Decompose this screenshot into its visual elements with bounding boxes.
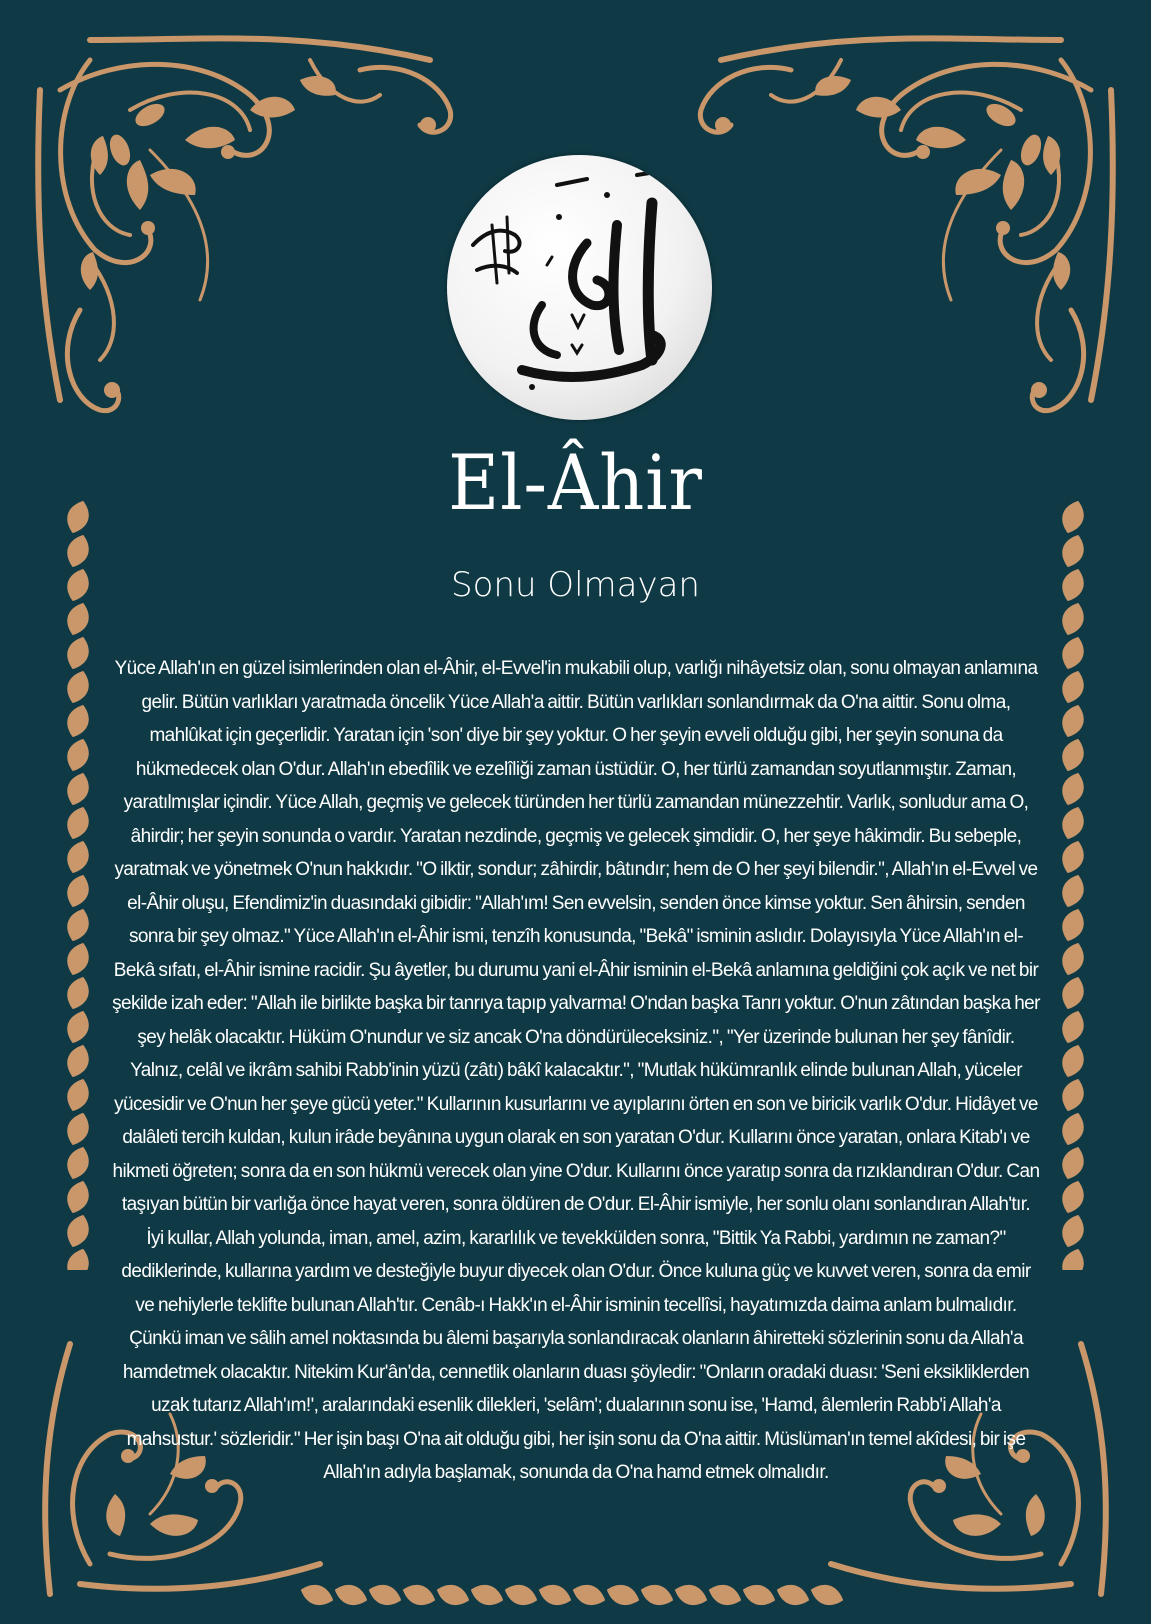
right-rope-border — [1053, 500, 1093, 1270]
page-subtitle: Sonu Olmayan — [451, 565, 700, 605]
top-right-floral-ornament — [671, 0, 1151, 480]
page-title: El-Âhir — [448, 438, 703, 527]
arabic-calligraphy-image — [447, 155, 712, 420]
left-rope-border — [58, 500, 98, 1270]
body-paragraph: Yüce Allah'ın en güzel isimlerinden olan el-Âhir, el-Evvel'in mukabili olup, varlığı nihâyetsiz olan, sonu olmayan anlamına gelir. Bütün varlıkları yaratmada öncelik Yüce Allah'a aittir. Bütün varlıkları sonlandırmak da O'na aittir. Sonu olma, mahlûkat için geçerlidir. Yaratan için 'son' diye bir şey yoktur. O her şeyin evveli olduğu gibi, her şeyin sonuna da hükmedecek olan O'dur. Allah'ın ebedîlik ve ezelîliği zaman üstüdür. O, her türlü zamandan soyutlanmıştır. Zaman, yaratılmışlar içindir. Yüce Allah, geçmiş ve gelecek türünden her türlü zamandan münezzehtir. Varlık, sonludur ama O, âhirdir; her şeyin sonunda o vardır. Yaratan nezdinde, geçmiş ve gelecek şimdidir. O, her şeye hâkimdir. Bu sebeple, yaratmak ve yönetmek O'nun hakkıdır. "O ilktir, sondur; zâhirdir, bâtındır; hem de O her şeyi bilendir.", Allah'ın el-Evvel ve el-Âhir oluşu, Efendimiz'in duasındaki gibidir: "Allah'ım! Sen evvelsin, senden önce kimse yoktur. Sen âhirsin, senden sonra bir şey olmaz." Yüce Allah'ın el-Âhir ismi, tenzîh konusunda, "Bekâ" isminin aslıdır. Dolayısıyla Yüce Allah'ın el-Bekâ sıfatı, el-Âhir ismine racidir. Şu âyetler, bu durumu yani el-Âhir isminin el-Bekâ anlamına geldiğini çok açık ve net bir şekilde izah eder: "Allah ile birlikte başka bir tanrıya tapıp yalvarma! O'ndan başka Tanrı yoktur. O'nun zâtından başka her şey helâk olacaktır. Hüküm O'nundur ve siz ancak O'na döndürüleceksiniz.", "Yer üzerinde bulunan her şey fânîdir. Yalnız, celâl ve ikrâm sahibi Rabb'inin yüzü (zâtı) bâkî kalacaktır.", "Mutlak hükümranlık elinde bulunan Allah, yüceler yücesidir ve O'nun her şeye gücü yeter." Kullarının kusurlarını ve ayıplarını örten en son ve biricik varlık O'dur. Hidâyet ve dalâleti tercih kuldan, kulun irâde beyânına uygun olarak en son yaratan O'dur. Kullarını önce yaratan, onlara Kitab'ı ve hikmeti öğreten; sonra da en son hükmü verecek olan yine O'dur. Kullarını önce yaratıp sonra da rızıklandıran O'dur. Can taşıyan bütün bir varlığa önce hayat veren, sonra öldüren de O'dur. El-Âhir ismiyle, her sonlu olanı sonlandıran Allah'tır. İyi kullar, Allah yolunda, iman, amel, azim, kararlılık ve tevekkülden sonra, "Bittik Ya Rabbi, yardımın ne zaman?" dediklerinde, kullarına yardım ve desteğiyle buyur diyecek olan O'dur. Önce kuluna güç ve kuvvet veren, sonra da emir ve nehiylerle teklifte bulunan Allah'tır. Cenâb-ı Hakk'ın el-Âhir isminin tecellîsi, hayatımızda daima anlam bulmalıdır. Çünkü iman ve sâlih amel noktasında bu âlemi başarıyla sonlandıracak olanların âhiretteki sözlerinin sonu da Allah'a hamdetmek olacaktır. Nitekim Kur'ân'da, cennetlik olanların duası şöyledir: "Onların oradaki duası: 'Seni eksikliklerden uzak tutarız Allah'ım!', aralarındaki esenlik dilekleri, 'selâm'; dualarının sonu ise, 'Hamd, âlemlerin Rabb'i Allah'a mahsustur.' sözleridir." Her işin başı O'na ait olduğu gibi, her işin sonu da O'na aittir. Müslüman'ın temel akîdesi, bir işe Allah'ın adıyla başlamak, sonunda da O'na hamd etmek olmalıdır. — [112, 658, 1040, 1483]
top-left-floral-ornament — [0, 0, 480, 480]
calligraphy-medallion — [447, 155, 712, 420]
bottom-rope-border — [300, 1580, 850, 1610]
body-text — [112, 652, 1040, 1490]
